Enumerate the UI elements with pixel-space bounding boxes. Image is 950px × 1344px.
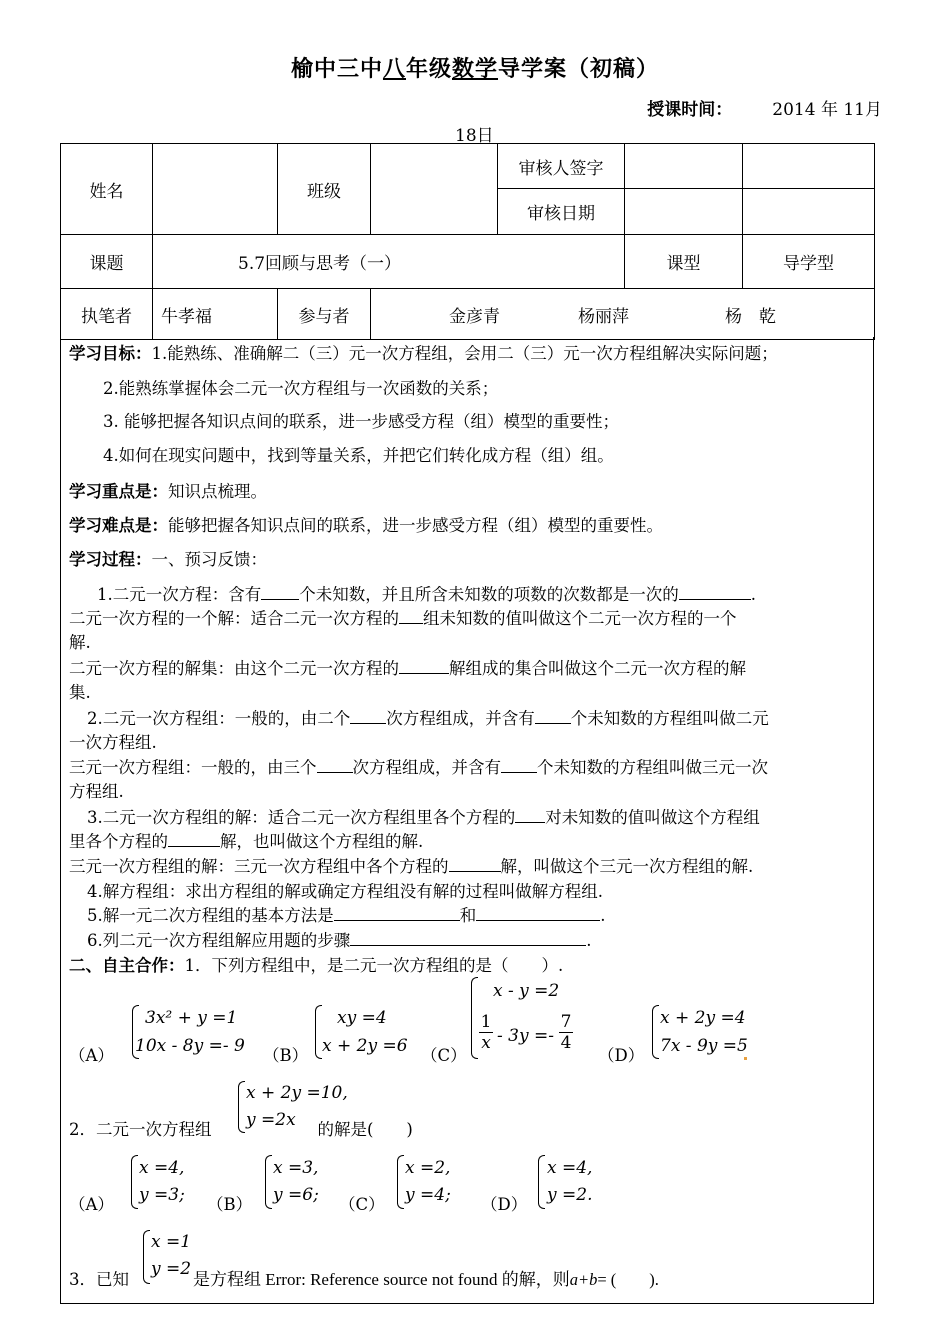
blank[interactable] xyxy=(449,855,501,872)
blank[interactable] xyxy=(350,707,386,724)
participant-2: 杨丽萍 xyxy=(578,306,629,327)
q2-option-c-label[interactable]: （C） xyxy=(339,1195,385,1214)
fill-line-14: 5.解一元二次方程组的基本方法是 和 . xyxy=(87,906,606,925)
process: 学习过程：一、预习反馈： xyxy=(69,550,267,569)
fill-line-13: 4.解方程组：求出方程组的解或确定方程组没有解的过程叫做解方程组. xyxy=(87,882,603,901)
class-field[interactable] xyxy=(371,144,498,235)
blank[interactable] xyxy=(501,756,537,773)
writer-value: 牛孝福 xyxy=(153,289,278,340)
fill-line-7: 一次方程组. xyxy=(69,733,157,752)
lesson-time: 授课时间： 2014 年 11月 xyxy=(647,100,882,120)
q1-a-eq2: 10x - 8y =- 9 xyxy=(135,1036,245,1056)
q2-d-eq2: y =2. xyxy=(547,1185,593,1205)
question-2: 2．二元一次方程组 的解是( ) xyxy=(69,1120,413,1139)
brace-icon xyxy=(652,1005,659,1059)
participant-3: 杨 乾 xyxy=(725,306,776,327)
q1-b-eq1: xy =4 xyxy=(337,1008,387,1028)
subject-underlined: 数学 xyxy=(452,57,499,82)
blank[interactable] xyxy=(679,583,751,600)
fill-line-11: 里各个方程的 解，也叫做这个方程组的解. xyxy=(69,832,424,851)
blank[interactable] xyxy=(515,806,545,823)
content-box xyxy=(60,337,874,1304)
participant-1: 金彦青 xyxy=(449,306,500,327)
q1-b-eq2: x + 2y =6 xyxy=(322,1036,408,1056)
writer-label: 执笔者 xyxy=(61,289,153,340)
type-value: 导学型 xyxy=(743,235,875,289)
fill-line-4: 二元一次方程的解集：由这个二元一次方程的 解组成的集合叫做这个二元一次方程的解 xyxy=(69,659,746,678)
type-label: 课型 xyxy=(625,235,743,289)
blank[interactable] xyxy=(261,583,299,600)
q2-c-eq1: x =2, xyxy=(405,1158,451,1178)
topic-label: 课题 xyxy=(61,235,153,289)
q1-d-eq1: x + 2y =4 xyxy=(660,1008,746,1028)
goal-1: 学习目标：1.能熟练、准确解二（三）元一次方程组，会用二（三）元一次方程组解决实际问题； xyxy=(69,344,778,363)
blank[interactable] xyxy=(168,830,220,847)
q2-option-d-label[interactable]: （D） xyxy=(481,1195,528,1214)
q2-b-eq1: x =3, xyxy=(273,1158,319,1178)
grade-underlined: 八 xyxy=(382,57,406,82)
participant-label: 参与者 xyxy=(278,289,371,340)
blank[interactable] xyxy=(350,929,586,946)
q1-d-eq2: 7x - 9y =5 xyxy=(660,1036,748,1056)
review-date-field[interactable] xyxy=(625,189,743,235)
q2-a-eq1: x =4, xyxy=(139,1158,185,1178)
reviewer-label: 审核人签字 xyxy=(498,144,625,189)
reviewer-field[interactable] xyxy=(625,144,743,189)
q1-c-frac1: 1 x xyxy=(480,1012,492,1053)
fill-line-1: 1.二元一次方程：含有 个未知数，并且所含未知数的项数的次数都是一次的 . xyxy=(97,585,756,604)
topic-value: 5.7回顾与思考（一） xyxy=(153,235,625,289)
review-date-field-2[interactable] xyxy=(743,189,875,235)
q2-option-a-label[interactable]: （A） xyxy=(69,1195,114,1214)
blank[interactable] xyxy=(399,607,423,624)
fill-line-3: 解. xyxy=(69,633,91,652)
brace-icon xyxy=(131,1155,138,1209)
q1-c-eq2: - 3y =- xyxy=(497,1026,554,1046)
q2-option-b-label[interactable]: （B） xyxy=(207,1195,253,1214)
fill-line-6: 2.二元一次方程组：一般的，由二个 次方程组成，并含有 个未知数的方程组叫做二元 xyxy=(87,709,769,728)
participants-cell xyxy=(371,289,875,340)
fill-line-8: 三元一次方程组：一般的，由三个 次方程组成，并含有 个未知数的方程组叫做三元一次 xyxy=(69,758,768,777)
q1-c-eq1: x - y =2 xyxy=(493,981,560,1001)
brace-icon xyxy=(397,1155,404,1209)
q2-d-eq1: x =4, xyxy=(547,1158,593,1178)
lesson-time-day: 18日 xyxy=(455,126,494,146)
blank[interactable] xyxy=(317,756,353,773)
fill-line-12: 三元一次方程组的解：三元一次方程组中各个方程的 解，叫做这个三元一次方程组的解. xyxy=(69,857,754,876)
review-date-label: 审核日期 xyxy=(498,189,625,235)
q1-c-frac2: 7 4 xyxy=(560,1012,572,1053)
q2-a-eq2: y =3; xyxy=(139,1185,185,1205)
blank[interactable] xyxy=(535,707,571,724)
name-field[interactable] xyxy=(153,144,278,235)
mark-dot xyxy=(744,1057,747,1060)
q1-option-c-label[interactable]: （C） xyxy=(421,1046,467,1065)
brace-icon xyxy=(471,977,478,1059)
q3-eq1: x =1 xyxy=(151,1232,192,1252)
info-table xyxy=(60,143,875,340)
blank[interactable] xyxy=(334,904,460,921)
difficulty: 学习难点是：能够把握各知识点间的联系，进一步感受方程（组）模型的重要性。 xyxy=(69,516,663,535)
q2-eq1: x + 2y =10, xyxy=(246,1083,348,1103)
name-label: 姓名 xyxy=(61,144,153,235)
blank[interactable] xyxy=(476,904,600,921)
fill-line-2: 二元一次方程的一个解：适合二元一次方程的 组未知数的值叫做这个二元一次方程的一个 xyxy=(69,609,737,628)
page-title: 榆中三中八年级数学导学案（初稿） xyxy=(290,57,660,82)
fill-line-10: 3.二元一次方程组的解：适合二元一次方程组里各个方程的 对未知数的值叫做这个方程组 xyxy=(87,808,760,827)
question-3: 3．已知 是方程组 Error: Reference source not found 的解，则a+b= ( ). xyxy=(69,1270,659,1289)
q2-c-eq2: y =4; xyxy=(405,1185,451,1205)
fill-line-5: 集. xyxy=(69,683,91,702)
question-1: 二、自主合作：1．下列方程组中，是二元一次方程组的是（ ）. xyxy=(69,956,564,975)
brace-icon xyxy=(238,1081,245,1133)
goal-4: 4.如何在现实问题中，找到等量关系，并把它们转化成方程（组）组。 xyxy=(103,446,614,465)
fill-line-9: 方程组. xyxy=(69,782,124,801)
q1-option-b-label[interactable]: （B） xyxy=(263,1046,309,1065)
goal-3: 3. 能够把握各知识点间的联系，进一步感受方程（组）模型的重要性； xyxy=(103,412,619,431)
q2-b-eq2: y =6; xyxy=(273,1185,319,1205)
q1-option-a-label[interactable]: （A） xyxy=(69,1046,114,1065)
q3-eq2: y =2 xyxy=(151,1259,192,1279)
goal-2: 2.能熟练掌握体会二元一次方程组与一次函数的关系； xyxy=(103,379,499,398)
blank[interactable] xyxy=(399,657,449,674)
reviewer-field-2[interactable] xyxy=(743,144,875,189)
class-label: 班级 xyxy=(278,144,371,235)
brace-icon xyxy=(538,1155,545,1209)
fill-line-15: 6.列二元一次方程组解应用题的步骤 . xyxy=(87,931,592,950)
brace-icon xyxy=(265,1155,272,1209)
q1-a-eq1: 3x² + y =1 xyxy=(145,1008,238,1028)
q2-eq2: y =2x xyxy=(246,1110,296,1130)
q1-option-d-label[interactable]: （D） xyxy=(598,1046,645,1065)
brace-icon xyxy=(315,1005,322,1059)
key-point: 学习重点是：知识点梳理。 xyxy=(69,482,267,501)
